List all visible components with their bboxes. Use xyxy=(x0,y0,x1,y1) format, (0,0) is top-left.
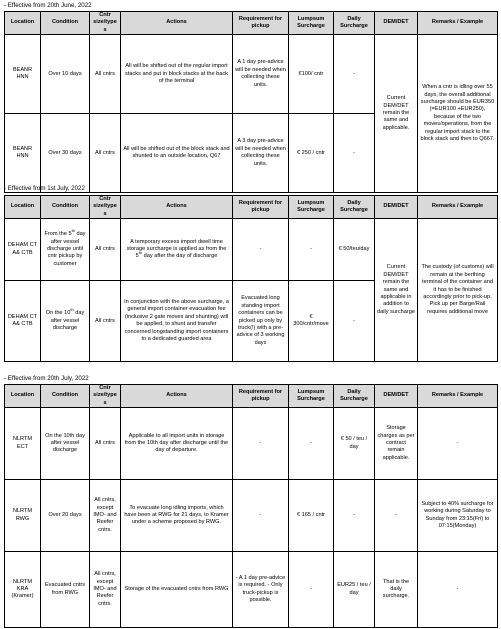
daily-cell: € 50/teu/day xyxy=(334,219,375,281)
condition-cell: On the 10th day after vessel discharge xyxy=(41,281,90,362)
header-location: Location xyxy=(5,12,41,35)
location-cell: NLRTM ECT xyxy=(5,408,41,480)
header-condition: Condition xyxy=(41,12,90,35)
header-location: Location xyxy=(5,196,41,219)
header-requirement: Requirement for pickup xyxy=(233,385,289,408)
cntr-cell: All cntrs xyxy=(90,219,121,281)
location-cell: BEANR HNN xyxy=(5,35,41,114)
cntr-cell: All cntrs xyxy=(90,408,121,480)
header-actions: Actions xyxy=(121,385,233,408)
header-lumpsum: Lumpsum Surcharge xyxy=(289,12,334,35)
header-daily: Daily Surcharge xyxy=(334,12,375,35)
remarks-cell: - xyxy=(418,552,498,628)
table-row xyxy=(5,552,498,628)
demdet-cell: Storage charges as per contract remain applicable. xyxy=(375,408,418,480)
header-cntr-types: Cntr size/types xyxy=(90,385,121,408)
daily-cell: - xyxy=(334,281,375,362)
demdet-cell: Current DEM/DET remain the same and applicable in addition to daily surcharge xyxy=(375,219,418,362)
location-cell: DEHAM CT A& CTB xyxy=(5,281,41,362)
condition-cell: Over 20 days xyxy=(41,480,90,552)
header-remarks: Remarks / Example xyxy=(418,196,498,219)
header-location: Location xyxy=(5,385,41,408)
condition-cell: From the 5th day after vessel discharge until cntr pickup by customer xyxy=(41,219,90,281)
pickup-cell: - xyxy=(233,219,289,281)
header-demdet: DEM/DET xyxy=(375,385,418,408)
actions-cell: Applicable to all import units in storage from the 10th day after discharge until the day of departure. xyxy=(121,408,233,480)
cntr-cell: All cntrs xyxy=(90,281,121,362)
lumpsum-cell: € 300/cntr/move xyxy=(289,281,334,362)
actions-cell: All will be shifted out of the regular import stacks and put in block stacks at the back of the terminal xyxy=(121,35,233,114)
condition-cell: On the 10th day after vessel discharge xyxy=(41,408,90,480)
lumpsum-cell: - xyxy=(289,552,334,628)
remarks-cell: - xyxy=(418,408,498,480)
cntr-cell: All cntrs xyxy=(90,35,121,114)
effective-date-label-2: - Effective from 1st July, 2022 xyxy=(4,185,85,192)
header-demdet: DEM/DET xyxy=(375,12,418,35)
table-row xyxy=(5,480,498,552)
table-row xyxy=(5,219,498,281)
lumpsum-cell: € 250 / cntr xyxy=(289,114,334,193)
surcharge-table-2 xyxy=(4,195,498,362)
daily-cell: - xyxy=(334,480,375,552)
table-row xyxy=(5,408,498,480)
header-condition: Condition xyxy=(41,385,90,408)
remarks-cell: Subject to 40% surcharge for working during Saturday to Sunday from 23:15(Fri) to 07:15(Monday) xyxy=(418,480,498,552)
location-cell: DEHAM CT A& CTB xyxy=(5,219,41,281)
location-cell: BEANR HNN xyxy=(5,114,41,193)
daily-cell: - xyxy=(334,35,375,114)
header-remarks: Remarks / Example xyxy=(418,385,498,408)
header-daily: Daily Surcharge xyxy=(334,196,375,219)
header-daily: Daily Surcharge xyxy=(334,385,375,408)
header-lumpsum: Lumpsum Surcharge xyxy=(289,196,334,219)
surcharge-table-1 xyxy=(4,11,498,193)
header-row xyxy=(5,196,498,219)
lumpsum-cell: €100/ cntr xyxy=(289,35,334,114)
daily-cell: € 50 / teu / day xyxy=(334,408,375,480)
header-cntr-types: Cntr size/types xyxy=(90,196,121,219)
cntr-cell: All cntrs, except IMO- and Reefer cntrs. xyxy=(90,480,121,552)
header-lumpsum: Lumpsum Surcharge xyxy=(289,385,334,408)
effective-date-label-3: - Effective from 20th July, 2022 xyxy=(4,375,89,382)
header-row xyxy=(5,385,498,408)
pickup-cell: A 3 day pre-advice will be needed when collecting these units. xyxy=(233,114,289,193)
pickup-cell: - xyxy=(233,408,289,480)
pickup-cell: - A 1 day pre-advice is required. - Only truck-pickup is possible. xyxy=(233,552,289,628)
header-row xyxy=(5,12,498,35)
actions-cell: A temporary excess import dwell time storage surcharge is applied as from the 5th day after the day of discharge xyxy=(121,219,233,281)
header-demdet: DEM/DET xyxy=(375,196,418,219)
remarks-cell: The custody (of customs) will remain at the berthing terminal of the container and it has to be finished accordingly prior to pick-up. Pick up per Barge/Rail requires additional move xyxy=(418,219,498,362)
location-cell: NLRTM RWG xyxy=(5,480,41,552)
lumpsum-cell: € 165 / cntr xyxy=(289,480,334,552)
cntr-cell: All cntrs, except IMO- and Reefer cntrs. xyxy=(90,552,121,628)
demdet-cell: Current DEM/DET remain the same and applicable. xyxy=(375,35,418,193)
header-remarks: Remarks / Example xyxy=(418,12,498,35)
header-requirement: Requirement for pickup xyxy=(233,196,289,219)
remarks-cell: When a cntr is idling over 55 days, the overall additional surcharge should be EUR350 (=EUR100 +EUR250), because of the two moves/operations, from the regular import stack to the block stack and then to Q667. xyxy=(418,35,498,193)
condition-cell: Over 30 days xyxy=(41,114,90,193)
demdet-cell: - xyxy=(375,480,418,552)
demdet-cell: That is the daily surcharge. xyxy=(375,552,418,628)
actions-cell: In conjunction with the above surcharge, a general import container evacuation fee (inclusive 2 gate moves and shunting) will be applied, to shunt and transfer concerned longstanding import containers to a dedicated guarded area xyxy=(121,281,233,362)
lumpsum-cell: - xyxy=(289,219,334,281)
effective-date-label-1: - Effective from 20th June, 2022 xyxy=(4,2,92,9)
condition-cell: Evacuated cntrs from RWG xyxy=(41,552,90,628)
actions-cell: Storage of the evacuated cntrs from RWG xyxy=(121,552,233,628)
header-condition: Condition xyxy=(41,196,90,219)
daily-cell: - xyxy=(334,114,375,193)
actions-cell: All will be shifted out of the block stack and shunted to an outside location, Q67 xyxy=(121,114,233,193)
pickup-cell: - xyxy=(233,480,289,552)
actions-cell: To evacuate long idling imports, which have been at RWG for 21 days, to Kramer under a scheme proposed by RWG. xyxy=(121,480,233,552)
header-cntr-types: Cntr size/types xyxy=(90,12,121,35)
condition-cell: Over 10 days xyxy=(41,35,90,114)
header-actions: Actions xyxy=(121,196,233,219)
surcharge-table-3 xyxy=(4,384,498,628)
location-cell: NLRTM KRA (Kramer) xyxy=(5,552,41,628)
daily-cell: EUR25 / teu / day xyxy=(334,552,375,628)
table-row xyxy=(5,35,498,114)
lumpsum-cell: - xyxy=(289,408,334,480)
header-actions: Actions xyxy=(121,12,233,35)
pickup-cell: Evacuated long standing import containers can be picked up only by truck(!) with a pre-advice of 3 working days xyxy=(233,281,289,362)
cntr-cell: All cntrs xyxy=(90,114,121,193)
pickup-cell: A 1 day pre-advice will be needed when collecting these units. xyxy=(233,35,289,114)
header-requirement: Requirement for pickup xyxy=(233,12,289,35)
